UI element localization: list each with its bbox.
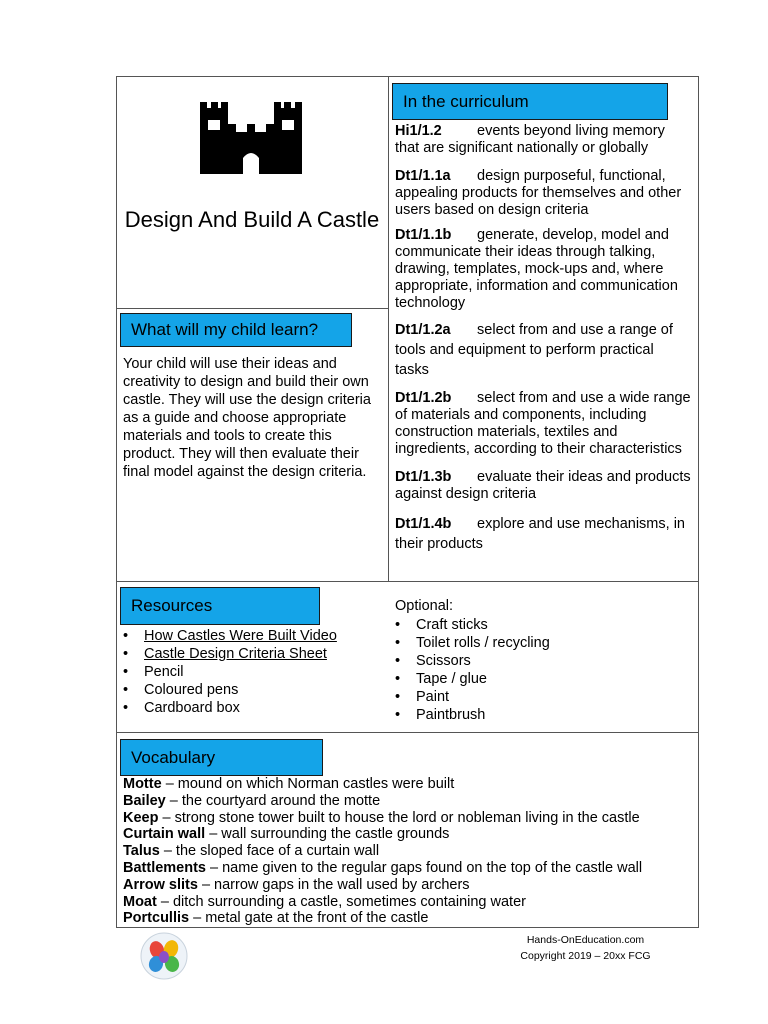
resource-item: • Pencil	[120, 663, 385, 681]
hands-logo-icon	[140, 932, 188, 980]
curriculum-item	[395, 469, 691, 503]
vocab-definition: – ditch surrounding a castle, sometimes containing water	[156, 893, 526, 910]
vocab-entry	[123, 793, 695, 810]
vocab-entry	[123, 810, 695, 827]
curriculum-code: Dt1/1.1b	[395, 227, 452, 243]
vocab-entry	[123, 860, 695, 877]
vocab-entry	[123, 877, 695, 894]
curriculum-text: select from and use a wide range of materials and components, including construction materials, textiles and ingredients, according to their characteristics	[395, 390, 691, 457]
curriculum-code: Dt1/1.1a	[395, 168, 451, 184]
vocab-term: Moat	[123, 893, 157, 910]
vocab-definition: – name given to the regular gaps found on the top of the castle wall	[206, 859, 643, 876]
vocab-definition: – metal gate at the front of the castle	[189, 910, 429, 927]
curriculum-text: select from and use a range of tools and equipment to perform practical tasks	[395, 322, 673, 378]
optional-item: • Toilet rolls / recycling	[392, 634, 692, 652]
curriculum-text: evaluate their ideas and products against design criteria	[395, 469, 691, 502]
vocabulary-list	[123, 776, 695, 927]
vocab-term: Curtain wall	[123, 826, 206, 843]
vocab-definition: – strong stone tower built to house the lord or nobleman living in the castle	[158, 809, 640, 826]
page-title: Design And Build A Castle	[124, 207, 380, 232]
vocab-definition: – the courtyard around the motte	[165, 792, 381, 809]
curriculum-list	[395, 123, 691, 562]
optional-item: • Craft sticks	[392, 616, 692, 634]
curriculum-item	[395, 168, 691, 219]
curriculum-code: Dt1/1.2b	[395, 390, 452, 406]
optional-item: • Paint	[392, 688, 692, 706]
footer-site: Hands-OnEducation.com	[526, 934, 645, 946]
vocab-entry	[123, 910, 695, 927]
vocab-term: Motte	[123, 776, 162, 792]
resource-link[interactable]: How Castles Were Built Video	[144, 628, 337, 644]
optional-list	[392, 616, 692, 724]
vocab-top-divider	[116, 732, 699, 733]
resource-item[interactable]	[120, 627, 385, 645]
vocab-entry	[123, 776, 695, 793]
learn-description: Your child will use their ideas and creativity to design and build their own castle. They will use the design criteria as a guide and choose appropriate materials and tools to create this product. They will then evaluate their final model against the design criteria.	[123, 356, 371, 480]
resource-link[interactable]: Castle Design Criteria Sheet	[144, 646, 327, 662]
vocab-definition: – narrow gaps in the wall used by archers	[197, 876, 470, 893]
curriculum-item	[395, 227, 691, 312]
vocab-term: Portcullis	[123, 910, 190, 927]
vocab-definition: – wall surrounding the castle grounds	[205, 826, 450, 843]
title-divider	[116, 308, 388, 309]
resource-item: • Coloured pens	[120, 681, 385, 699]
column-divider	[388, 76, 389, 581]
curriculum-text: generate, develop, model and communicate their ideas through talking, drawing, templates, mock-ups and, where appropriate, information and communication technology	[395, 227, 678, 311]
vocab-entry	[123, 894, 695, 911]
resources-heading: Resources	[120, 587, 320, 625]
resources-list	[120, 627, 385, 717]
curriculum-text: design purposeful, functional, appealing products for themselves and other users based on design criteria	[395, 168, 682, 218]
optional-label: Optional:	[395, 598, 454, 614]
curriculum-item	[395, 390, 691, 458]
vocab-entry	[123, 843, 695, 860]
resources-top-divider	[116, 581, 699, 582]
vocab-term: Arrow slits	[123, 876, 198, 893]
vocab-term: Bailey	[123, 792, 166, 809]
footer-copyright: Copyright 2019 – 20xx FCG	[520, 950, 651, 962]
curriculum-item	[395, 514, 691, 554]
vocab-term: Keep	[123, 809, 159, 826]
resource-item[interactable]	[120, 645, 385, 663]
curriculum-item	[395, 320, 691, 380]
vocabulary-heading: Vocabulary	[120, 739, 323, 776]
footer	[508, 932, 663, 964]
optional-item: • Paintbrush	[392, 706, 692, 724]
curriculum-text: events beyond living memory that are significant nationally or globally	[395, 123, 665, 156]
castle-icon	[200, 102, 302, 174]
curriculum-text: explore and use mechanisms, in their products	[395, 516, 685, 552]
curriculum-code: Dt1/1.2a	[395, 322, 451, 338]
curriculum-item	[395, 123, 691, 157]
optional-item: • Tape / glue	[392, 670, 692, 688]
vocab-entry	[123, 826, 695, 843]
curriculum-heading: In the curriculum	[392, 83, 668, 120]
vocab-term: Battlements	[123, 859, 206, 876]
vocab-term: Talus	[123, 843, 160, 860]
vocab-definition: – the sloped face of a curtain wall	[159, 843, 380, 860]
curriculum-code: Dt1/1.4b	[395, 516, 452, 532]
curriculum-code: Hi1/1.2	[395, 123, 442, 139]
optional-item: • Scissors	[392, 652, 692, 670]
resource-item: • Cardboard box	[120, 699, 385, 717]
vocab-definition: – mound on which Norman castles were built	[161, 776, 455, 792]
curriculum-code: Dt1/1.3b	[395, 469, 452, 485]
learn-heading: What will my child learn?	[120, 313, 352, 347]
